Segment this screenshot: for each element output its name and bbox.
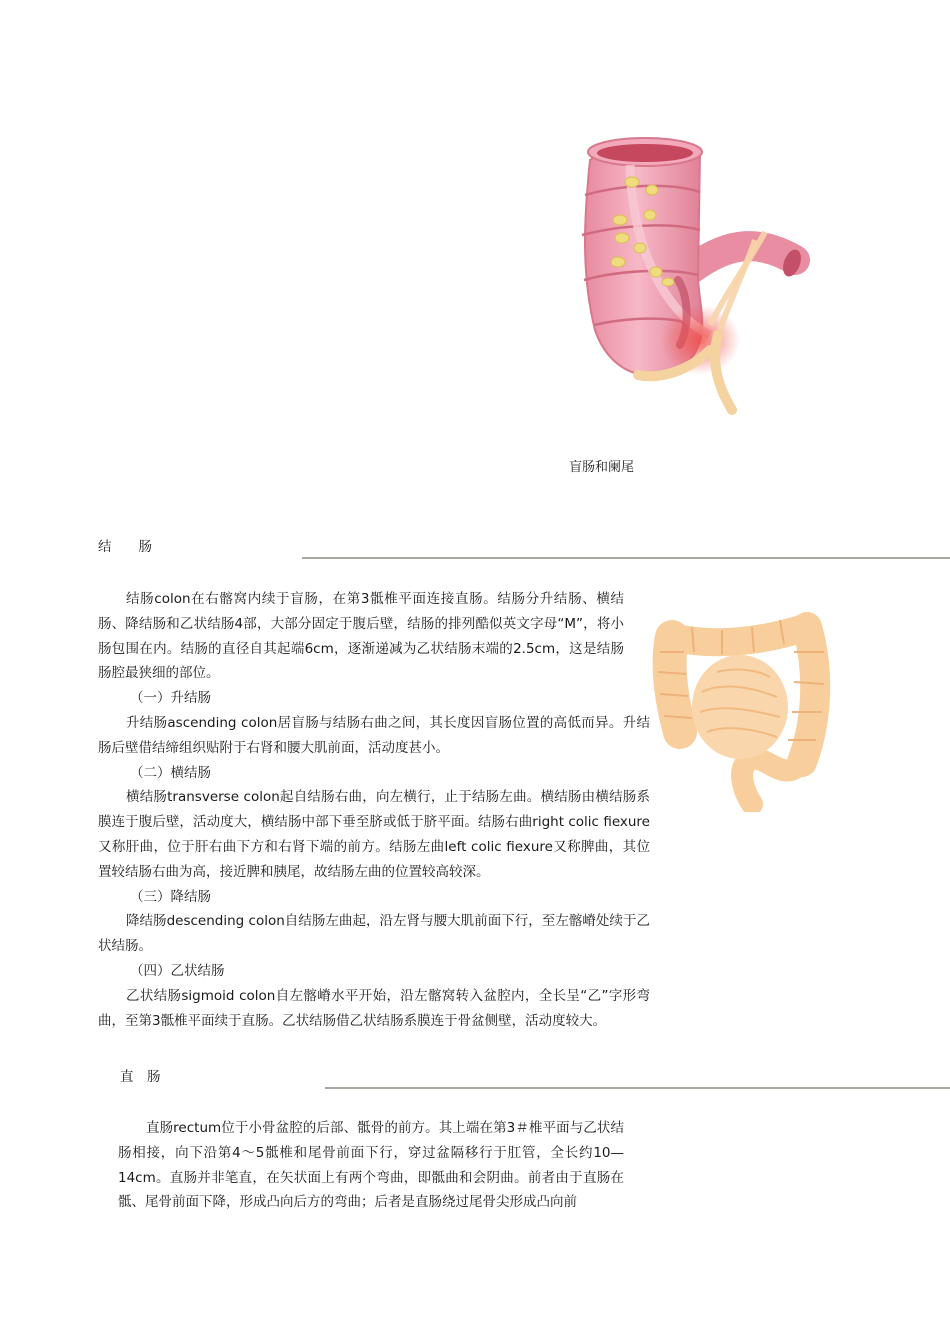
section-divider xyxy=(302,557,950,559)
part-text-sigmoid: 乙状结肠sigmoid colon自左髂嵴水平开始，沿左髂窝转入盆腔内，全长呈“乙”字形弯曲，至第3骶椎平面续于直肠。乙状结肠借乙状结肠系膜连于骨盆侧壁，活动度较大。 xyxy=(98,987,650,1029)
part-title-transverse: （二）横结肠 xyxy=(130,764,211,781)
part-title-ascending: （一）升结肠 xyxy=(130,690,211,707)
cecum-appendix-illustration xyxy=(560,120,820,420)
colon-intro-paragraph: 结肠colon在右髂窝内续于盲肠，在第3骶椎平面连接直肠。结肠分升结肠、横结肠、降结肠和乙状结肠4部，大部分固定于腹后壁，结肠的排列酷似英文字母“M”，将小肠包围在内。结肠的直径自其起端6cm，逐渐递减为乙状结肠末端的2.5cm，这是结肠肠腔最狭细的部位。 xyxy=(98,591,624,682)
large-intestine-illustration xyxy=(652,612,834,812)
section-divider xyxy=(325,1087,950,1089)
part-title-sigmoid: （四）乙状结肠 xyxy=(130,962,225,979)
section-heading-rectum: 直 肠 xyxy=(120,1069,161,1085)
cecum-appendix-figure xyxy=(560,120,820,420)
part-text-transverse: 横结肠transverse colon起自结肠右曲，向左横行，止于结肠左曲。横结肠由横结肠系膜连于腹后壁，活动度大，横结肠中部下垂至脐或低于脐平面。结肠右曲right colic fiexure又称肝曲，位于肝右曲下方和右肾下端的前方。结肠左曲left colic fiexure又称脾曲，其位置较结肠右曲为高，接近脾和胰尾，故结肠左曲的位置较高较深。 xyxy=(98,789,650,880)
figure-caption: 盲肠和阑尾 xyxy=(569,460,635,475)
rectum-paragraph: 直肠rectum位于小骨盆腔的后部、骶骨的前方。其上端在第3＃椎平面与乙状结肠相接，向下沿第4～5骶椎和尾骨前面下行，穿过盆隔移行于肛管，全长约10—14cm。直肠并非笔直，在矢状面上有两个弯曲，即骶曲和会阴曲。前者由于直肠在骶、尾骨前面下降，形成凸向后方的弯曲；后者是直肠绕过尾骨尖形成凸向前 xyxy=(118,1120,624,1211)
colon-text-block xyxy=(98,587,650,1033)
large-intestine-figure xyxy=(652,612,834,812)
part-text-ascending: 升结肠ascending colon居盲肠与结肠右曲之间，其长度因盲肠位置的高低而异。升结肠后壁借结缔组织贴附于右肾和腰大肌前面，活动度甚小。 xyxy=(98,714,650,756)
part-text-descending: 降结肠descending colon自结肠左曲起，沿左肾与腰大肌前面下行，至左髂嵴处续于乙状结肠。 xyxy=(98,913,650,955)
section-heading-colon: 结 肠 xyxy=(98,539,152,555)
part-title-descending: （三）降结肠 xyxy=(130,888,211,905)
